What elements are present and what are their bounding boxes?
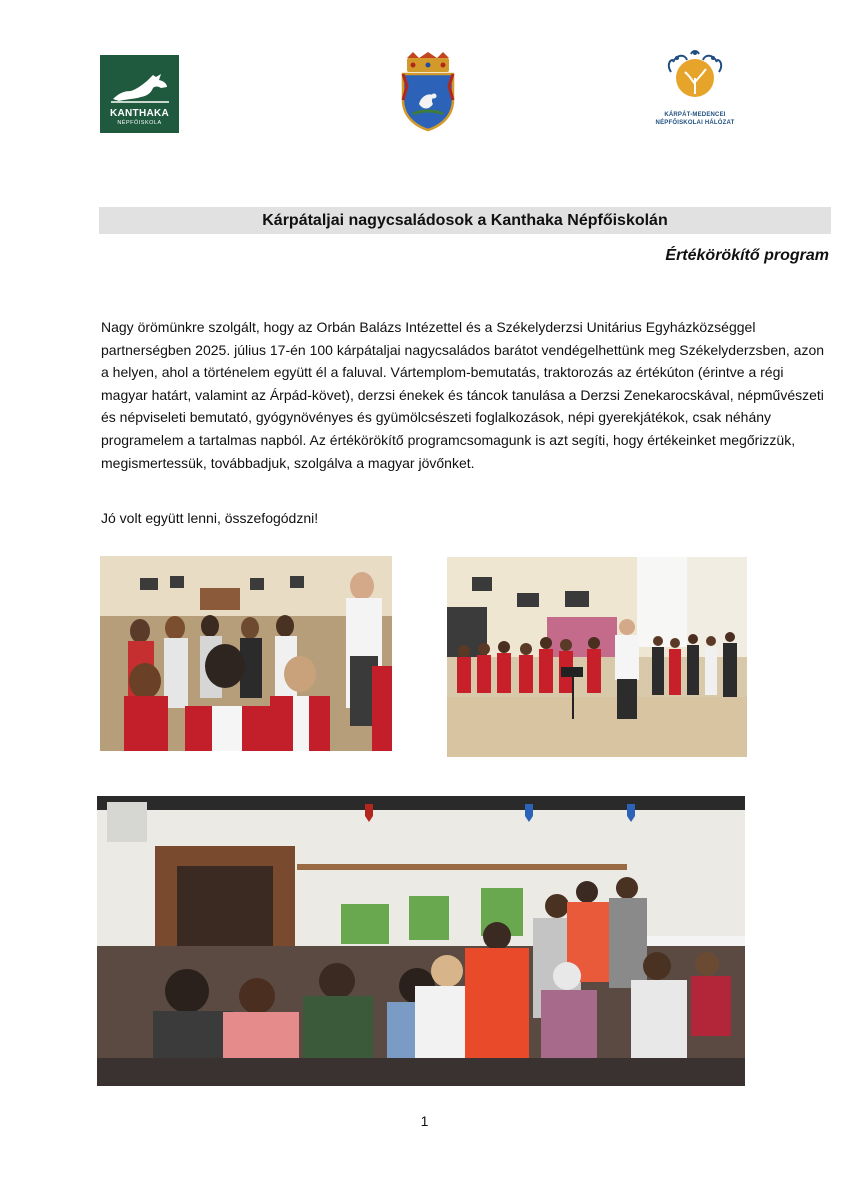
- karpat-medencei-logo: [650, 50, 740, 130]
- karpat-logo-line2: NÉPFŐISKOLAI HÁLÓZAT: [655, 120, 735, 126]
- photo-children-in-hall: [100, 556, 392, 751]
- document-title: Kárpátaljai nagycsaládosok a Kanthaka Népfőiskolán: [262, 211, 668, 229]
- kanthaka-logo-name: KANTHAKA: [109, 108, 170, 119]
- body-paragraph: Nagy örömünkre szolgált, hogy az Orbán Balázs Intézettel és a Székelyderzsi Unitárius Egyházközséggel partnerségben 2025. július 17-én 100 kárpátaljai nagycsaládos barátot vendégelhettünk meg Székelyderzsben, azon a helyen, ahol a történelem együtt él a faluval. Vártemplom-bemutatás, traktorozás az értékúton (érintve a régi magyar határt, valamint az Árpád-követ), derzsi énekek és táncok tanulása a Derzsi Zenekarocskával, népművészeti és népviseleti bemutató, gyógynövényes és gyümölcsészeti foglalkozások, népi gyerekjátékok, csak néhány programelem a tartalmas napból. Az értékörökítő programcsomagunk is azt segíti, hogy értékeinket megőrizzük, megismertessük, továbbadjuk, szolgálva a magyar jövőnket.: [101, 319, 825, 471]
- photo-children-choir: [447, 557, 747, 757]
- karpat-logo-line1: KÁRPÁT-MEDENCEI: [664, 112, 726, 118]
- horse-icon: [109, 71, 171, 105]
- kanthaka-logo: [100, 55, 179, 133]
- closing-sentence: Jó volt együtt lenni, összefogódzni!: [101, 510, 319, 526]
- tree-emblem-icon: [665, 50, 725, 106]
- document-subtitle: Értékörökítő program: [665, 247, 829, 264]
- title-bar: [99, 207, 831, 234]
- photo-adults-in-room: [97, 796, 745, 1086]
- coat-of-arms-icon: [399, 52, 457, 132]
- page-number: 1: [420, 1113, 429, 1129]
- kanthaka-logo-sub: NÉPFŐISKOLA: [117, 120, 162, 126]
